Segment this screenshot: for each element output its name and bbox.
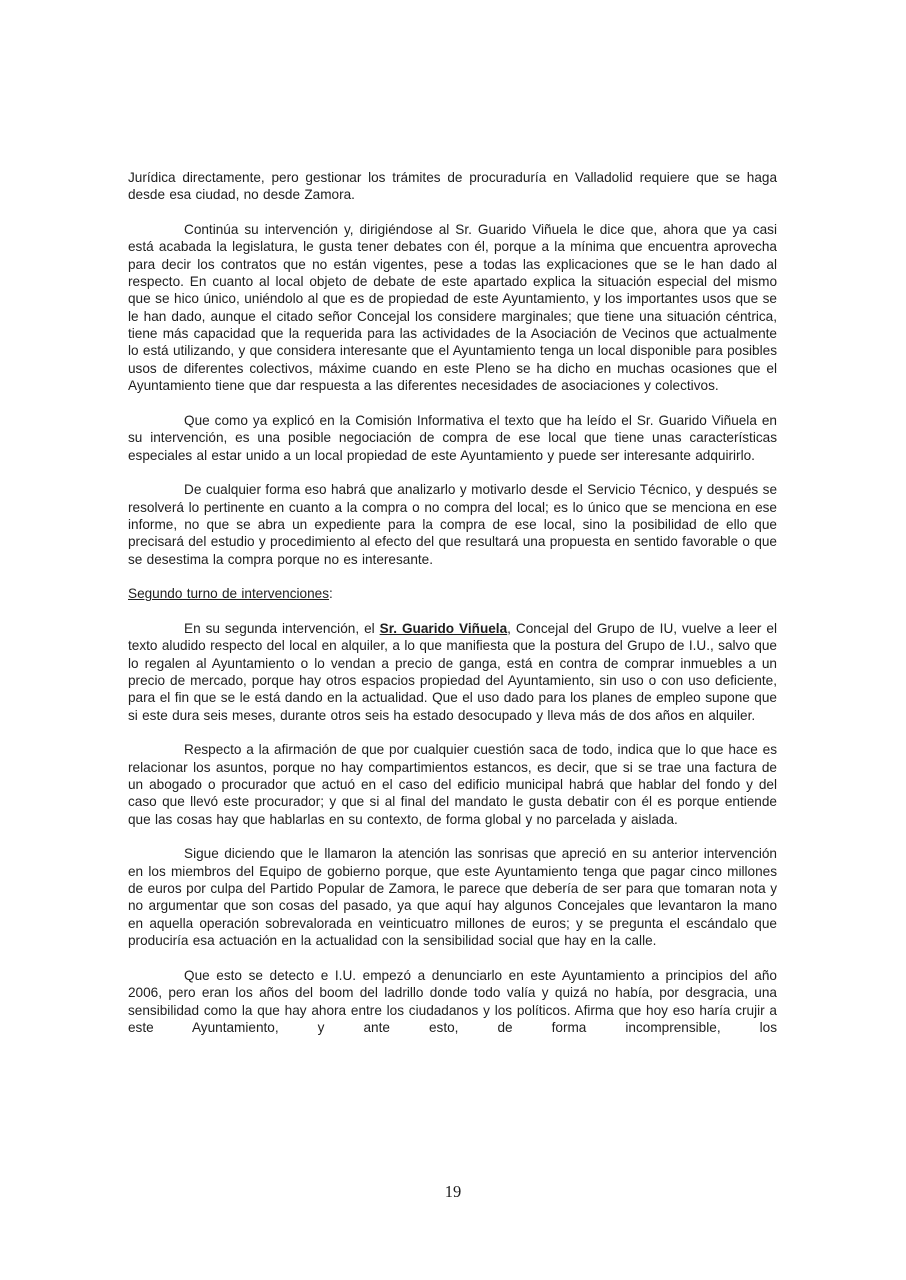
paragraph (128, 481, 777, 568)
text-run: Continúa su intervención y, dirigiéndose al Sr. Guarido Viñuela le dice que, ahora que ya casi está acabada la legislatura, le gusta tener debates con él, porque a la mínima que encuentra aprovecha para decir los contratos que no están vigentes, pese a todas las explicaciones que se le han dado al respecto. En cuanto al local objeto de debate de este apartado explica la situación especial del mismo que se hico único, uniéndolo al que es de propiedad de este Ayuntamiento, y los importantes usos que se le han dado, aunque el citado señor Concejal los considere marginales; que tiene una situación céntrica, tiene más capacidad que la requerida para las actividades de la Asociación de Vecinos que actualmente lo está utilizando, y que considera interesante que el Ayuntamiento tenga un local disponible para posibles usos de diferentes colectivos, máxime cuando en este Pleno se ha dicho en muchas ocasiones que el Ayuntamiento tiene que dar respuesta a las diferentes necesidades de asociaciones y colectivos. (128, 222, 777, 394)
text-run: : (329, 586, 333, 602)
text-run: De cualquier forma eso habrá que analizarlo y motivarlo desde el Servicio Técnico, y después se resolverá lo pertinente en cuanto a la compra o no compra del local; es lo único que se menciona en ese informe, no que se abra un expediente para la compra de ese local, sino la posibilidad de ello que precisará del estudio y procedimiento al efecto del que resultará una propuesta en sentido favorable o que se desestima la compra porque no es interesante. (128, 482, 777, 567)
text-run: Sigue diciendo que le llamaron la atención las sonrisas que apreció en su anterior intervención en los miembros del Equipo de gobierno porque, que este Ayuntamiento tenga que pagar cinco millones de euros por culpa del Partido Popular de Zamora, le parece que debería de ser para que tomaran nota y no argumentar que son cosas del pasado, ya que aquí hay algunos Concejales que levantaron la mano en aquella operación sobrevalorada en veinticuatro millones de euros; y se pregunta el escándalo que produciría esa actuación en la actualidad con la sensibilidad social que hay en la calle. (128, 846, 777, 949)
text-run: Que como ya explicó en la Comisión Informativa el texto que ha leído el Sr. Guarido Viñuela en su intervención, es una posible negociación de compra de ese local que tiene unas características especiales al estar unido a un local propiedad de este Ayuntamiento y puede ser interesante adquirirlo. (128, 412, 777, 463)
text-run: Segundo turno de intervenciones (128, 586, 330, 602)
text-run: En su segunda intervención, el (184, 620, 380, 636)
text-run: , Concejal del Grupo de IU, vuelve a leer el texto aludido respecto del local en alquiler, a lo que manifiesta que la postura del Grupo de I.U., salvo que lo regalen al Ayuntamiento o lo vendan a precio de ganga, está en contra de comprar inmuebles a un precio de mercado, porque hay otros espacios propiedad del Ayuntamiento, sin uso o con uso deficiente, para el fin que se le está dando en la actualidad. Que el uso dado para los planes de empleo supone que si este dura seis meses, durante otros seis ha estado desocupado y lleva más de dos años en alquiler. (128, 620, 778, 723)
text-run: Jurídica directamente, pero gestionar los trámites de procuraduría en Valladolid requiere que se haga desde esa ciudad, no desde Zamora. (128, 170, 777, 203)
paragraph (128, 967, 777, 1036)
paragraph (128, 741, 777, 828)
section-heading (128, 585, 777, 602)
text-run: Que esto se detecto e I.U. empezó a denunciarlo en este Ayuntamiento a principios del año 2006, pero eran los años del boom del ladrillo donde todo valía y quizá no había, por desgracia, una sensibilidad como la que hay ahora entre los ciudadanos y los políticos. Afirma que hoy eso haría crujir a este Ayuntamiento, y ante esto, de forma incomprensible, los (128, 967, 777, 1035)
paragraph-continuation (128, 169, 777, 204)
paragraph (128, 845, 777, 949)
page-body (128, 169, 777, 1036)
paragraph (128, 221, 777, 394)
page-number: 19 (444, 1182, 462, 1201)
text-run: Sr. Guarido Viñuela (379, 620, 508, 636)
paragraph (128, 620, 777, 724)
text-run: Respecto a la afirmación de que por cualquier cuestión saca de todo, indica que lo que hace es relacionar los asuntos, porque no hay compartimientos estancos, es decir, que si se trae una factura de un abogado o procurador que actuó en el caso del edificio municipal habrá que hablar del fondo y del caso que llevó este procurador; y que si al final del mandato le gusta debatir con él es porque entiende que las cosas hay que hablarlas en su contexto, de forma global y no parcelada y aislada. (128, 742, 777, 827)
paragraph (128, 412, 777, 464)
